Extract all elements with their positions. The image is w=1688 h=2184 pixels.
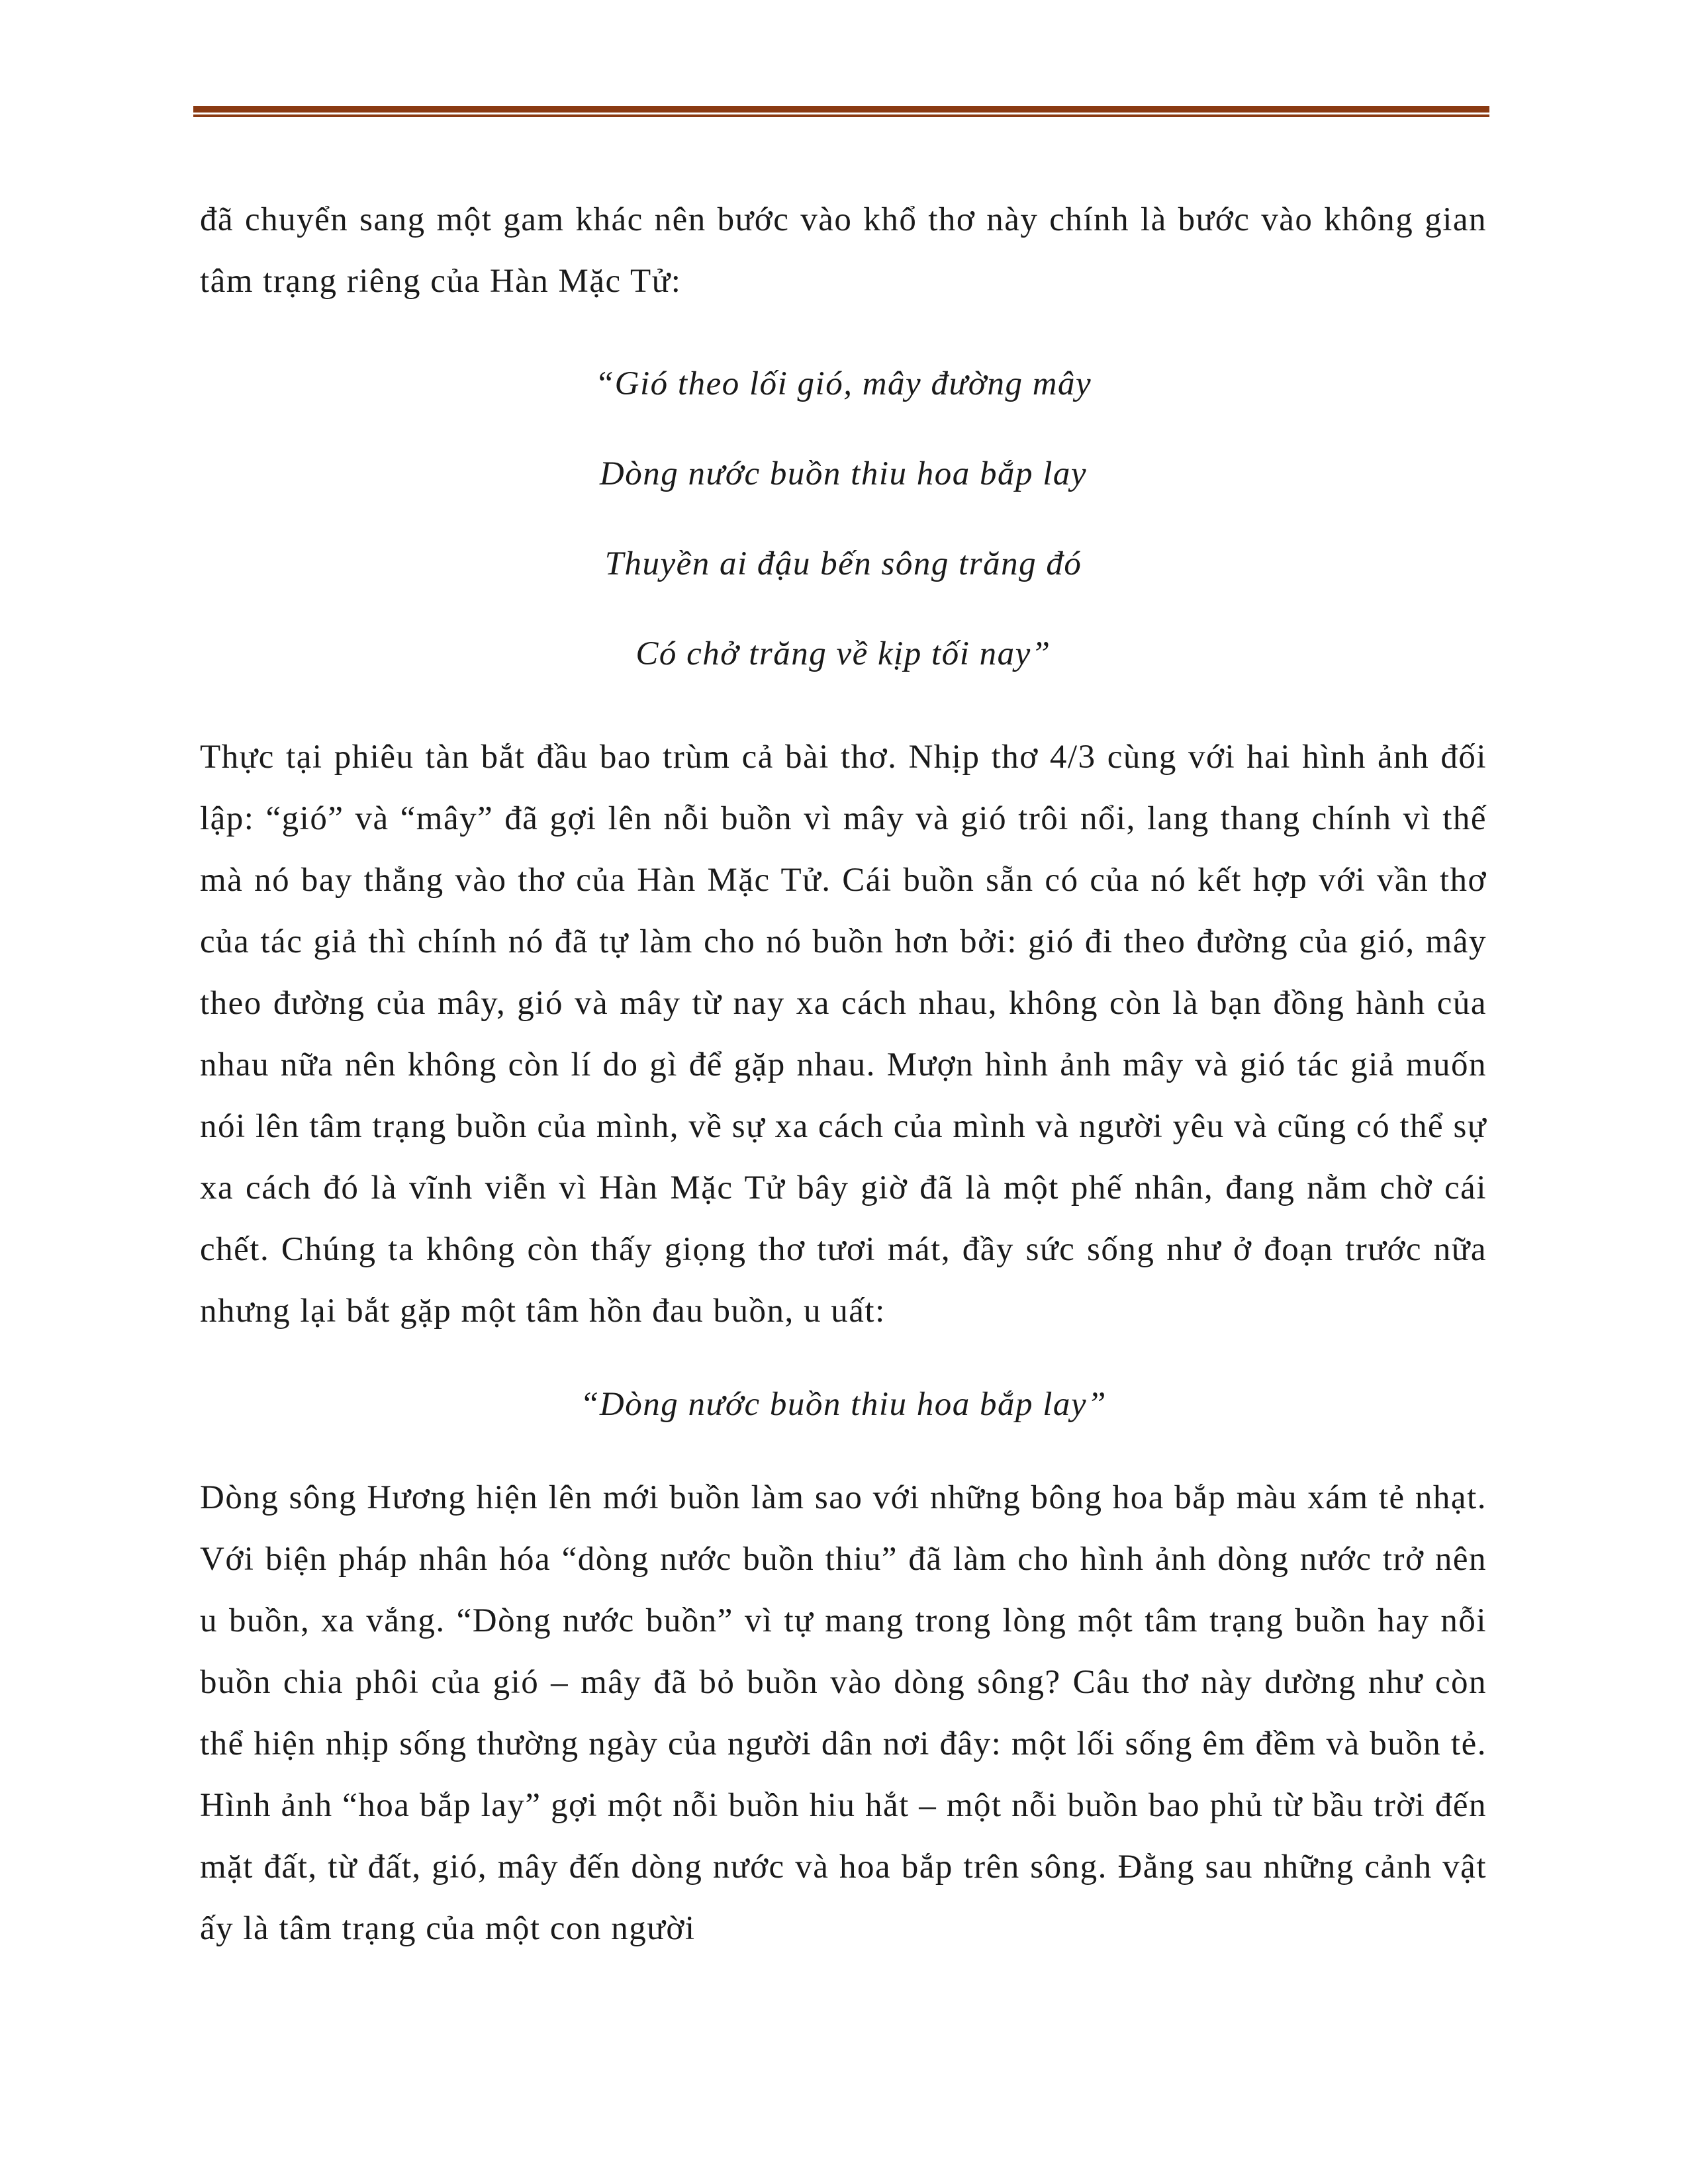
poem-line-2: Dòng nước buồn thiu hoa bắp lay <box>599 455 1088 492</box>
quoted-poem-line: “Dòng nước buồn thiu hoa bắp lay” <box>580 1386 1107 1423</box>
poem-line-1: “Gió theo lối gió, mây đường mây <box>594 365 1092 402</box>
paragraph-river: Dòng sông Hương hiện lên mới buồn làm sao với những bông hoa bắp màu xám tẻ nhạt. Với biện pháp nhân hóa “dòng nước buồn thiu” đã làm cho hình ảnh dòng nước trở nên u buồn, xa vắng. “Dòng nước buồn” vì tự mang trong lòng một tâm trạng buồn hay nỗi buồn chia phôi của gió – mây đã bỏ buồn vào dòng sông? Câu thơ này dường như còn thể hiện nhịp sống thường ngày của người dân nơi đây: một lối sống êm đềm và buồn tẻ. Hình ảnh “hoa bắp lay” gợi một nỗi buồn hiu hắt – một nỗi buồn bao phủ từ bầu trời đến mặt đất, từ đất, gió, mây đến dòng nước và hoa bắp trên sông. Đằng sau những cảnh vật ấy là tâm trạng của một con người <box>200 1479 1487 1947</box>
header-rule-thin <box>193 114 1489 117</box>
header-rule <box>193 106 1489 118</box>
paragraph-intro: đã chuyển sang một gam khác nên bước vào khổ thơ này chính là bước vào không gian tâm trạng riêng của Hàn Mặc Tử: <box>200 201 1487 300</box>
poem-line-3: Thuyền ai đậu bến sông trăng đó <box>604 545 1082 582</box>
paragraph-analysis: Thực tại phiêu tàn bắt đầu bao trùm cả bài thơ. Nhịp thơ 4/3 cùng với hai hình ảnh đối lập: “gió” và “mây” đã gợi lên nỗi buồn vì mây và gió trôi nổi, lang thang chính vì thế mà nó bay thẳng vào thơ của Hàn Mặc Tử. Cái buồn sẵn có của nó kết hợp với vần thơ của tác giả thì chính nó đã tự làm cho nó buồn hơn bởi: gió đi theo đường của gió, mây theo đường của mây, gió và mây từ nay xa cách nhau, không còn là bạn đồng hành của nhau nữa nên không còn lí do gì để gặp nhau. Mượn hình ảnh mây và gió tác giả muốn nói lên tâm trạng buồn của mình, về sự xa cách của mình và người yêu và cũng có thể sự xa cách đó là vĩnh viễn vì Hàn Mặc Tử bây giờ đã là một phế nhân, đang nằm chờ cái chết. Chúng ta không còn thấy giọng thơ tươi mát, đầy sức sống như ở đoạn trước nữa nhưng lại bắt gặp một tâm hồn đau buồn, u uất: <box>200 739 1487 1330</box>
poem-line-4: Có chở trăng về kịp tối nay” <box>635 635 1051 672</box>
page-content <box>200 189 1487 1960</box>
header-rule-thick <box>193 106 1489 113</box>
poem-stanza <box>200 339 1487 699</box>
